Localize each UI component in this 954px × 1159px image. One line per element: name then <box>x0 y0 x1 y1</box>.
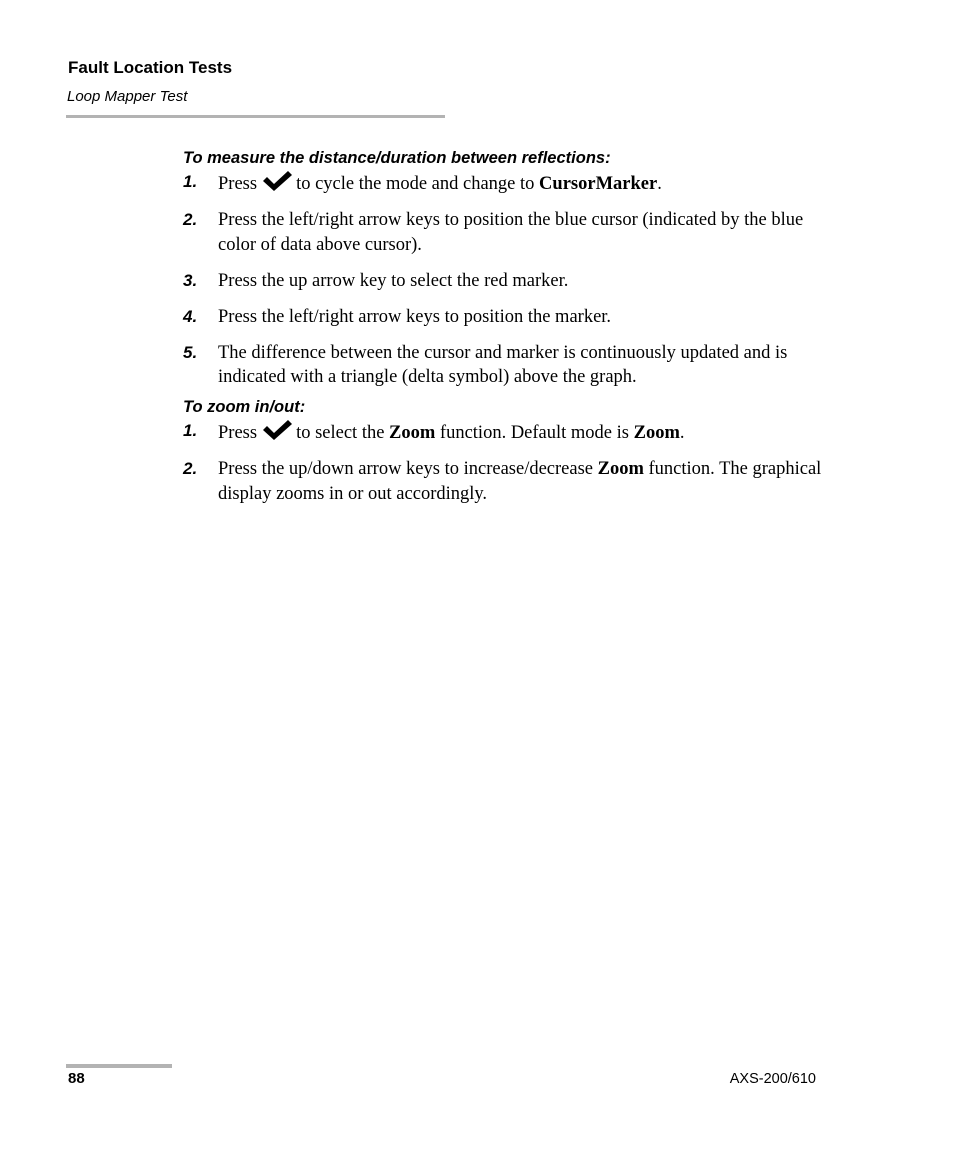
step-number: 1. <box>183 421 198 440</box>
list-item <box>183 341 823 390</box>
list-item <box>183 419 823 446</box>
step-number: 3. <box>183 270 198 290</box>
mode-name: Zoom <box>633 423 680 443</box>
product-model: AXS-200/610 <box>729 1071 816 1087</box>
list-item <box>183 208 823 257</box>
step-text: function. The graphical display zooms in or out accordingly. <box>218 459 822 504</box>
step-list <box>183 419 823 506</box>
page-number: 88 <box>68 1070 85 1087</box>
step-number: 2. <box>183 210 198 229</box>
step-text: Press the up arrow key to select the red marker. <box>218 270 569 291</box>
step-text: Press the left/right arrow keys to position the blue cursor (indicated by the blue color of data above cursor). <box>218 210 804 255</box>
punctuation: . <box>657 174 662 194</box>
measure-section <box>183 146 823 390</box>
function-name: Zoom <box>389 423 436 443</box>
step-number: 1. <box>183 172 198 191</box>
step-text: Press the left/right arrow keys to position the marker. <box>218 306 612 327</box>
list-item <box>183 170 823 197</box>
list-item <box>183 305 823 330</box>
checkmark-icon <box>261 170 294 192</box>
step-text: The difference between the cursor and marker is continuously updated and is indicated with a triangle (delta symbol) above the graph. <box>218 342 788 387</box>
step-text: Press <box>218 174 258 194</box>
header-divider <box>66 115 445 118</box>
mode-name: CursorMarker <box>539 174 658 194</box>
chapter-title: Fault Location Tests <box>68 58 233 77</box>
step-list <box>183 170 823 390</box>
list-item <box>183 457 823 506</box>
step-number: 4. <box>183 306 198 326</box>
step-number: 5. <box>183 342 198 362</box>
step-text: to select the <box>296 423 385 443</box>
list-item <box>183 269 823 294</box>
step-text: Press <box>218 423 258 443</box>
checkmark-icon <box>261 419 294 441</box>
section-subtitle: Loop Mapper Test <box>67 88 188 105</box>
footer-divider <box>66 1064 172 1068</box>
page-content <box>183 146 823 518</box>
section-heading: To measure the distance/duration between reflections: <box>183 149 611 167</box>
zoom-section <box>183 395 823 506</box>
step-number: 2. <box>183 459 198 478</box>
function-name: Zoom <box>597 459 644 479</box>
step-text: function. Default mode is <box>439 423 629 443</box>
punctuation: . <box>679 423 685 443</box>
step-text: to cycle the mode and change to <box>296 174 535 194</box>
section-heading: To zoom in/out: <box>183 398 306 416</box>
step-text: Press the up/down arrow keys to increase/decrease <box>218 459 594 479</box>
